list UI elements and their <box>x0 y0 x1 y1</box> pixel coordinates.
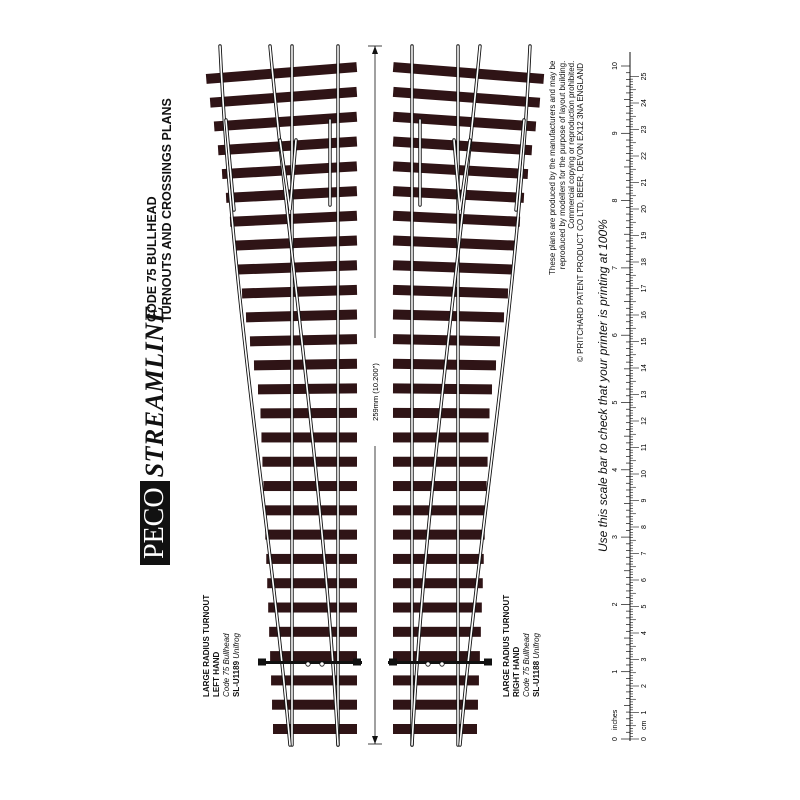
page-title-line2: TURNOUTS AND CROSSINGS PLANS <box>160 98 174 322</box>
cm-tick-label: 17 <box>641 284 648 293</box>
right-plan-spec: Code 75 Bullhead <box>522 633 531 697</box>
inches-label: inches <box>612 709 619 730</box>
inch-tick-label: 8 <box>612 198 619 203</box>
cm-tick-label: 1 <box>641 710 648 715</box>
cm-tick-label: 12 <box>641 417 648 425</box>
sleeper <box>266 554 357 564</box>
sleeper <box>393 457 488 467</box>
sleeper <box>210 87 357 108</box>
sleeper <box>206 62 357 84</box>
dimension-label: 259mm (10.200") <box>371 363 380 421</box>
dimension-line <box>368 46 382 744</box>
sleeper <box>393 554 484 564</box>
cm-tick-label: 11 <box>641 443 648 452</box>
tie-bar-end <box>389 659 397 666</box>
brand-box: PECO <box>140 481 170 565</box>
left-plan-code: SL-U1189 <box>232 660 241 697</box>
notice-line1: These plans are produced by the manufacturers and may be <box>548 60 557 275</box>
sleeper <box>246 310 357 323</box>
cm-tick-label: 8 <box>641 525 648 529</box>
cm-tick-label: 13 <box>641 390 648 399</box>
left-turnout-plan <box>206 46 362 745</box>
inch-tick-label: 5 <box>612 400 619 405</box>
sleeper <box>242 285 357 299</box>
copyright-line: © PRITCHARD PATENT PRODUCT CO LTD, BEER, DEVON EX12 3NA ENGLAND <box>576 63 585 362</box>
right-turnout-plan <box>388 46 544 745</box>
inch-tick-label: 10 <box>612 62 619 70</box>
cm-tick-label: 18 <box>641 258 648 266</box>
tie-bar-pin <box>306 662 310 666</box>
scale-note-text: Use this scale bar to check that your printer is printing at 100% <box>596 219 610 552</box>
inch-tick-label: 4 <box>612 467 619 472</box>
notice-line2: reproduced by modellers for the purpose of layout building. <box>557 60 567 270</box>
sleeper <box>393 112 536 132</box>
right-plan-hand: RIGHT HAND <box>512 646 521 697</box>
inch-tick-label: 6 <box>612 333 619 338</box>
cm-tick-label: 5 <box>641 604 648 609</box>
cm-tick-label: 22 <box>641 152 648 160</box>
sleeper <box>263 481 357 491</box>
right-plan-type: LARGE RADIUS TURNOUT <box>502 594 511 697</box>
left-plan-suffix: Unifrog <box>232 632 241 659</box>
cm-tick-label: 6 <box>641 578 648 582</box>
sleeper <box>214 112 357 132</box>
cm-tick-label: 21 <box>641 178 648 187</box>
cm-tick-label: 20 <box>641 205 648 213</box>
tie-bar-pin <box>426 662 430 666</box>
inch-tick-label: 1 <box>612 669 619 674</box>
tie-bar-pin <box>320 662 324 666</box>
sleeper <box>393 578 483 588</box>
inch-tick-label: 3 <box>612 535 619 540</box>
sleeper <box>393 137 532 156</box>
right-plan-code: SL-U1188 <box>532 660 541 697</box>
sleeper <box>264 505 357 515</box>
brand-word: STREAMLINE <box>140 304 169 478</box>
cm-tick-label: 24 <box>641 99 648 107</box>
inch-tick-label: 7 <box>612 265 619 270</box>
sleeper <box>393 481 487 491</box>
inch-tick-label: 2 <box>612 602 619 607</box>
sleeper <box>393 627 481 637</box>
sleeper <box>265 530 357 540</box>
sleeper <box>393 285 508 299</box>
sleeper <box>393 310 504 323</box>
sleeper <box>267 578 357 588</box>
tie-bar-end <box>353 659 361 666</box>
cm-tick-label: 0 <box>641 737 648 741</box>
cm-tick-label: 4 <box>641 631 648 635</box>
cm-label: cm <box>641 720 648 730</box>
sleeper <box>393 724 477 734</box>
sleeper <box>261 432 357 442</box>
sleeper <box>393 432 489 442</box>
cm-tick-label: 23 <box>641 125 648 134</box>
sleeper <box>393 87 540 108</box>
page-title-line1: CODE 75 BULLHEAD <box>145 196 159 322</box>
cm-tick-label: 16 <box>641 311 648 319</box>
cm-tick-label: 9 <box>641 498 648 503</box>
cm-tick-label: 2 <box>641 684 648 688</box>
sleeper <box>268 603 357 613</box>
sleeper <box>262 457 357 467</box>
left-plan-type: LARGE RADIUS TURNOUT <box>202 594 211 697</box>
cm-tick-label: 3 <box>641 657 648 662</box>
sleeper <box>269 627 357 637</box>
tie-bar-end <box>258 659 266 666</box>
scale-bar <box>612 52 648 741</box>
sleeper <box>393 62 544 84</box>
right-plan-suffix: Unifrog <box>532 632 541 659</box>
cm-tick-label: 10 <box>641 470 648 478</box>
sleeper <box>393 603 482 613</box>
sleeper <box>393 505 486 515</box>
cm-tick-label: 25 <box>641 72 648 81</box>
left-plan-spec: Code 75 Bullhead <box>222 633 231 697</box>
inch-tick-label: 0 <box>612 737 619 741</box>
sleeper <box>218 137 357 156</box>
notice-line3: Commercial copying or reproduction prohibited. <box>567 60 576 229</box>
sleeper <box>273 724 357 734</box>
cm-tick-label: 15 <box>641 337 648 346</box>
left-plan-hand: LEFT HAND <box>212 651 221 697</box>
cm-tick-label: 19 <box>641 231 648 240</box>
cm-tick-label: 14 <box>641 364 648 372</box>
tie-bar-end <box>484 659 492 666</box>
inch-tick-label: 9 <box>612 131 619 136</box>
sleeper <box>393 530 485 540</box>
cm-tick-label: 7 <box>641 551 648 556</box>
tie-bar-pin <box>440 662 444 666</box>
